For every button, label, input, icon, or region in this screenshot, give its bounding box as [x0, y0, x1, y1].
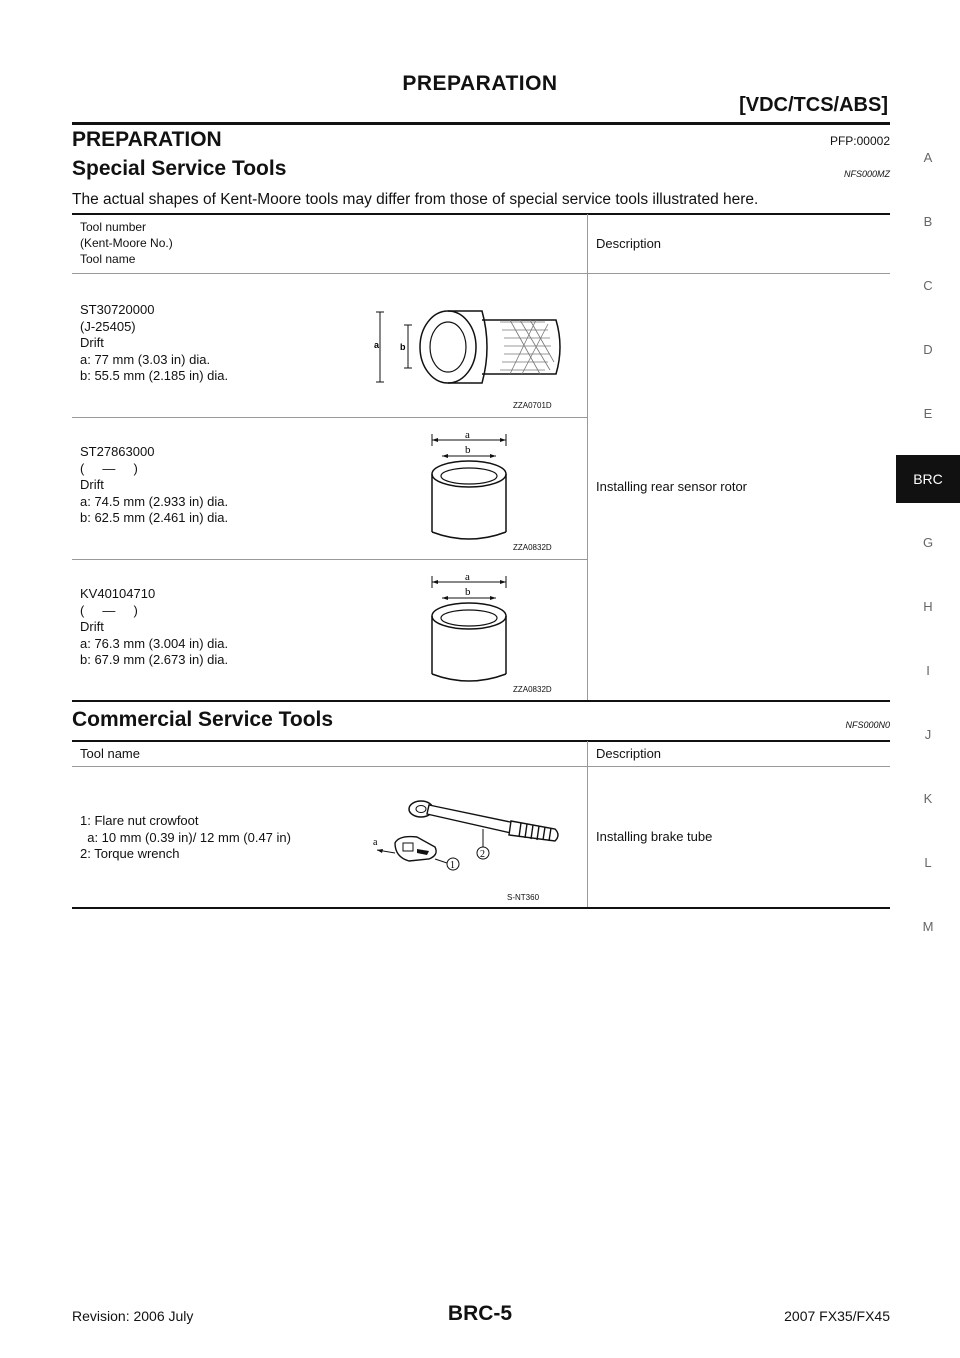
side-tab-g[interactable]: G: [922, 535, 934, 550]
commercial-tools-code: NFS000N0: [845, 720, 890, 730]
dim-a-label-1: a: [374, 340, 380, 350]
dim-b-label-1: b: [400, 342, 406, 352]
header-divider: [72, 122, 890, 125]
side-tab-a[interactable]: A: [923, 150, 933, 165]
dim-b-label-2: b: [465, 444, 471, 456]
header-divider-rule: [72, 273, 890, 274]
page-header-subtitle: [VDC/TCS/ABS]: [739, 94, 888, 116]
table-top-rule: [72, 213, 890, 215]
commercial-table-top-rule: [72, 740, 890, 742]
table-bottom-rule: [72, 700, 890, 702]
side-tab-c[interactable]: C: [923, 278, 933, 293]
side-tab-b[interactable]: B: [923, 214, 933, 229]
side-tab-d[interactable]: D: [923, 342, 933, 357]
table-column-divider: [587, 214, 588, 701]
commercial-col-header-description: Description: [596, 746, 662, 761]
footer-page-number: BRC-5: [447, 1302, 513, 1325]
dim-a-label-crowfoot: a: [373, 837, 378, 848]
col-header-description: Description: [596, 236, 662, 251]
footer-model: 2007 FX35/FX45: [784, 1308, 890, 1324]
special-tools-code: NFS000MZ: [843, 169, 890, 179]
tool-row-2-text: ST27863000 ( — ) Drift a: 74.5 mm (2.933 in) dia. b: 62.5 mm (2.461 in) dia.: [80, 444, 229, 525]
dim-a-label-2: a: [465, 430, 470, 441]
row-2-divider: [72, 559, 587, 560]
drift-tool-illustration-1: [360, 298, 580, 388]
side-tab-i[interactable]: I: [926, 663, 930, 678]
tool-row-1-text: ST30720000 (J-25405) Drift a: 77 mm (3.03 in) dia. b: 55.5 mm (2.185 in) dia.: [80, 302, 229, 383]
commercial-column-divider: [587, 741, 588, 908]
side-tab-brc-active[interactable]: BRC: [896, 455, 960, 503]
special-tools-intro: The actual shapes of Kent-Moore tools may differ from those of special service tools illustrated here.: [72, 191, 759, 208]
special-tools-heading: Special Service Tools: [72, 157, 287, 180]
dim-a-label-3: a: [465, 572, 470, 583]
drift-tool-illustration-2: [420, 430, 520, 545]
drift-tool-illustration-3: [420, 572, 520, 687]
callout-2-label: 2: [480, 849, 485, 860]
commercial-tools-heading: Commercial Service Tools: [72, 708, 334, 731]
commercial-row-1-figure-ref: S-NT360: [507, 893, 540, 902]
side-tab-m[interactable]: M: [922, 919, 934, 934]
row-1-divider: [72, 417, 587, 418]
section-code: PFP:00002: [829, 134, 890, 148]
commercial-row-1-description: Installing brake tube: [596, 829, 713, 844]
commercial-row-1-text: 1: Flare nut crowfoot a: 10 mm (0.39 in)/ 12 mm (0.47 in) 2: Torque wrench: [80, 813, 291, 861]
tool-row-2-figure-ref: ZZA0832D: [513, 543, 552, 552]
tool-row-3-figure-ref: ZZA0832D: [513, 685, 552, 694]
callout-1-label: 1: [450, 860, 455, 871]
commercial-col-header-tool: Tool name: [80, 746, 140, 761]
tool-row-1-figure-ref: ZZA0701D: [513, 401, 552, 410]
side-tab-e[interactable]: E: [923, 406, 933, 421]
col-header-tool: Tool number (Kent-Moore No.) Tool name: [80, 220, 173, 266]
side-tab-j[interactable]: J: [924, 727, 932, 742]
page-header-title: PREPARATION: [402, 72, 558, 95]
tool-row-3-text: KV40104710 ( — ) Drift a: 76.3 mm (3.004 in) dia. b: 67.9 mm (2.673 in) dia.: [80, 586, 229, 667]
side-tab-l[interactable]: L: [924, 855, 932, 870]
dim-b-label-3: b: [465, 586, 471, 598]
torque-wrench-illustration: [365, 795, 565, 880]
commercial-table-bottom-rule: [72, 907, 890, 909]
side-tab-h[interactable]: H: [923, 599, 933, 614]
section-title: PREPARATION: [72, 128, 222, 151]
footer-revision: Revision: 2006 July: [72, 1308, 194, 1324]
side-tab-k[interactable]: K: [923, 791, 933, 806]
special-tools-description: Installing rear sensor rotor: [596, 479, 748, 494]
commercial-header-divider: [72, 766, 890, 767]
